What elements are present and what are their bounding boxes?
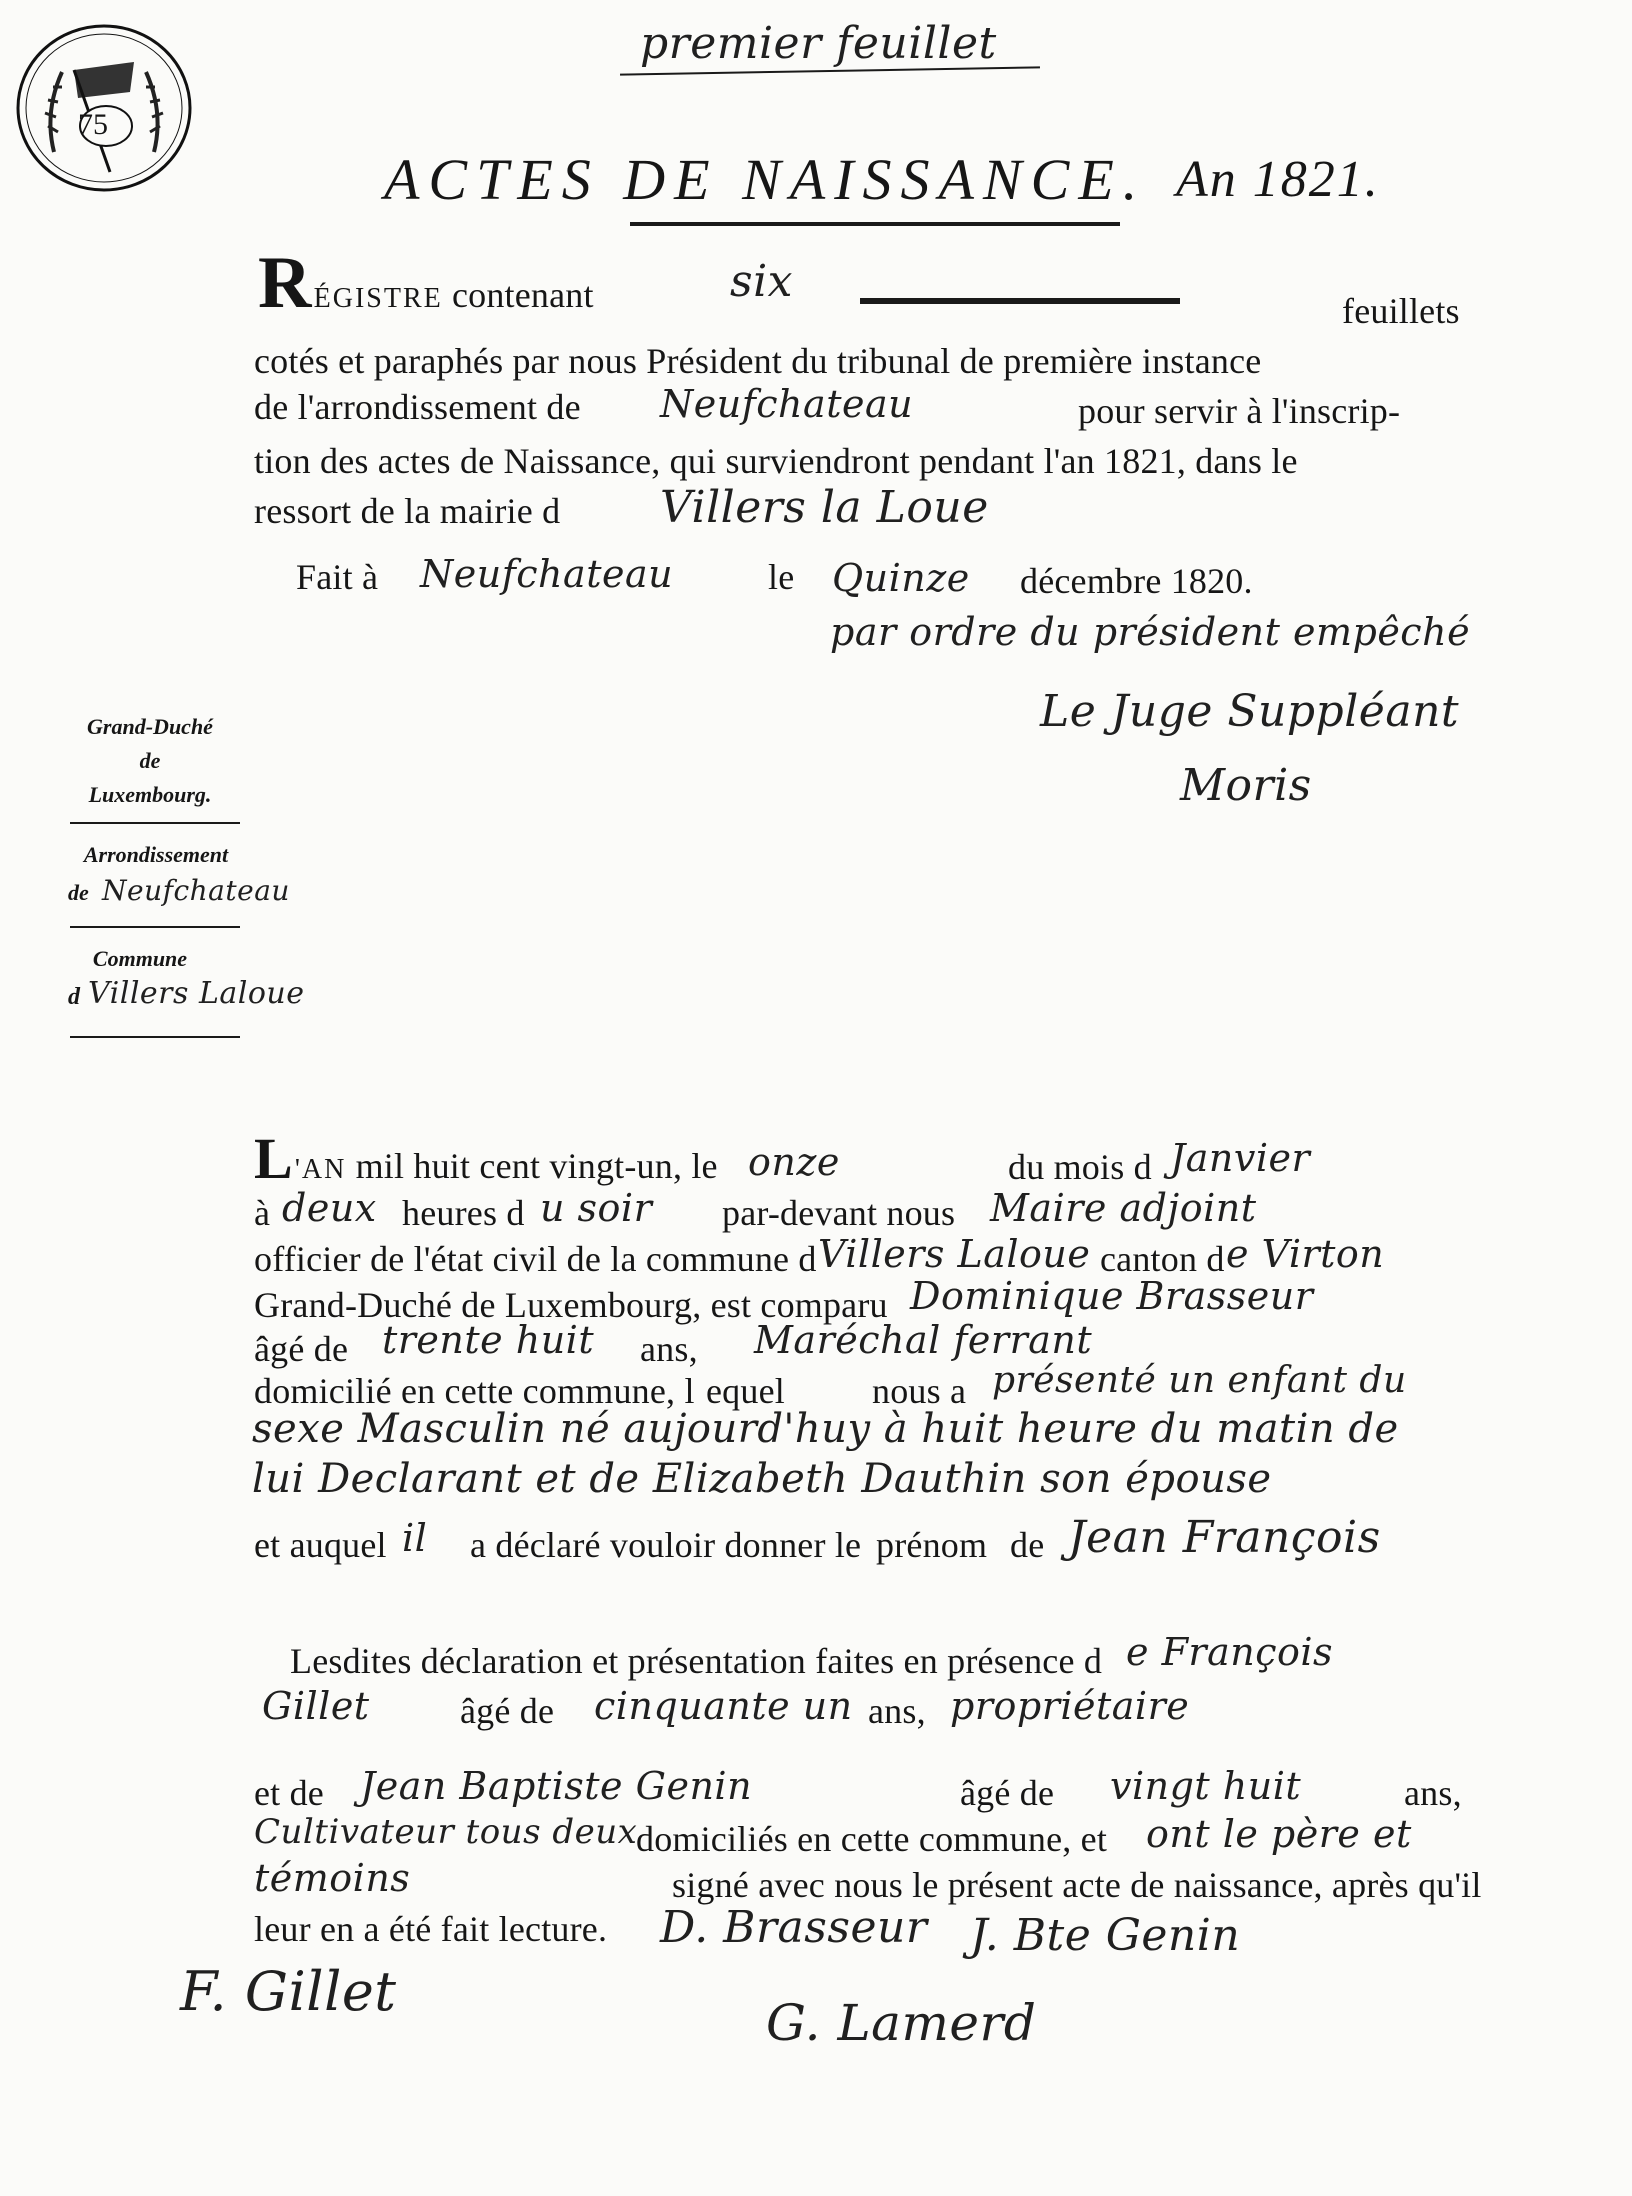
act-witness2: Jean Baptiste Genin: [360, 1764, 753, 1808]
act-lecture: leur en a été fait lecture.: [254, 1909, 608, 1949]
act-ont: ont le père et: [1146, 1812, 1412, 1856]
act-et-de: et de: [254, 1773, 324, 1813]
fait-a-label: Fait à: [296, 557, 379, 597]
act-witness1-ans: ans,: [868, 1691, 926, 1731]
margin-arrondissement-value: Neufchateau: [102, 874, 290, 907]
margin-grand-duche: Grand-Duché: [87, 714, 213, 739]
register-line-4: ressort de la mairie d: [254, 491, 561, 531]
act-ans: ans,: [640, 1329, 698, 1369]
signature-line-1: par ordre du président empêché: [830, 610, 1471, 654]
act-witness1-first: e François: [1126, 1630, 1334, 1674]
act-domicilies: domiciliés en cette commune, et: [636, 1819, 1108, 1859]
act-declarant: Dominique Brasseur: [910, 1274, 1314, 1318]
registre-initial: R: [258, 242, 312, 324]
act-witness2-age: vingt huit: [1110, 1764, 1302, 1808]
act-child-line-2: lui Declarant et de Elizabeth Dauthin son épouse: [252, 1456, 1272, 1502]
register-line-1: cotés et paraphés par nous Président du tribunal de première instance: [254, 341, 1262, 381]
act-lesdites: Lesdites déclaration et présentation faites en présence d: [290, 1641, 1103, 1681]
margin-rule-3: [70, 1036, 240, 1038]
stamp-seal: [14, 22, 194, 194]
act-period: u soir: [540, 1186, 653, 1230]
act-an-word: 'AN: [294, 1154, 347, 1185]
act-grand-duche: Grand-Duché de Luxembourg, est comparu: [254, 1285, 888, 1325]
act-signe: signé avec nous le présent acte de naissance, après qu'il: [672, 1865, 1482, 1905]
act-intro: mil huit cent vingt-un, le: [355, 1146, 718, 1186]
signature-officer: G. Lamerd: [766, 1994, 1037, 2052]
page-title: ACTES DE NAISSANCE.: [384, 147, 1147, 212]
act-witness2-job: Cultivateur tous deux: [254, 1812, 638, 1852]
margin-commune-label: Commune: [92, 946, 188, 971]
act-line-1: [254, 1126, 718, 1191]
commune-name: Villers la Loue: [660, 482, 989, 533]
fait-place: Neufchateau: [420, 552, 674, 596]
margin-commune-prefix: d: [68, 984, 80, 1010]
arrondissement-name: Neufchateau: [660, 382, 914, 426]
signature-witness1: F. Gillet: [180, 1960, 397, 2023]
act-de: de: [1010, 1525, 1045, 1565]
signature-line-3: Moris: [1180, 760, 1312, 811]
act-witness1-job: propriétaire: [950, 1684, 1190, 1728]
feuillets-label: feuillets: [1342, 291, 1460, 331]
act-il: il: [402, 1516, 428, 1560]
act-temoins: témoins: [254, 1856, 411, 1900]
registre-word: ÉGISTRE: [313, 283, 443, 314]
margin-arrondissement-prefix: de: [68, 880, 89, 905]
act-domicilie: domicilié en cette commune, l: [254, 1371, 695, 1411]
act-hour: deux: [282, 1186, 377, 1230]
title-rule: [630, 222, 1120, 226]
date-day: Quinze: [832, 556, 970, 600]
act-nous-a: nous a: [872, 1371, 967, 1411]
register-line-2a: de l'arrondissement de: [254, 387, 581, 427]
date-rest: décembre 1820.: [1020, 561, 1253, 601]
act-witness1-last: Gillet: [262, 1684, 370, 1728]
contenant-label: contenant: [451, 275, 594, 315]
act-par-devant: par-devant nous: [722, 1193, 956, 1233]
le-label: le: [768, 557, 795, 597]
act-auquel: et auquel: [254, 1525, 387, 1565]
top-handwritten-note: premier feuillet: [640, 18, 997, 69]
act-presented: présenté un enfant du: [992, 1360, 1407, 1401]
act-canton-name: e Virton: [1226, 1232, 1385, 1276]
act-prenom: prénom: [876, 1525, 988, 1565]
act-day: onze: [748, 1140, 840, 1184]
act-witness2-ans: ans,: [1404, 1773, 1462, 1813]
act-witness2-age-label: âgé de: [960, 1773, 1055, 1813]
act-lequel: equel: [706, 1371, 785, 1411]
margin-arrondissement-label: Arrondissement: [83, 842, 229, 867]
act-month: Janvier: [1170, 1136, 1311, 1180]
margin-de: de: [139, 748, 161, 773]
signature-witness2: J. Bte Genin: [970, 1910, 1241, 1961]
sheets-count: six: [730, 256, 793, 307]
act-a-declare: a déclaré vouloir donner le: [470, 1525, 862, 1565]
seal-value: 75: [78, 108, 108, 141]
year-label: An 1821.: [1176, 151, 1380, 208]
act-witness1-age-label: âgé de: [460, 1691, 555, 1731]
register-line-3: tion des actes de Naissance, qui surviendront pendant l'an 1821, dans le: [254, 441, 1298, 481]
signature-line-2: Le Juge Suppléant: [1040, 686, 1460, 737]
signature-declarant: D. Brasseur: [660, 1902, 928, 1953]
act-commune: Villers Laloue: [818, 1232, 1091, 1276]
register-heading: [258, 242, 594, 324]
act-du-mois: du mois d: [1008, 1147, 1152, 1187]
act-declarant-job: Maréchal ferrant: [754, 1318, 1093, 1362]
margin-rule-1: [70, 822, 240, 824]
sheets-dash: [860, 298, 1180, 304]
act-age-de: âgé de: [254, 1329, 349, 1369]
act-initial: L: [254, 1126, 293, 1191]
act-witness1-age: cinquante un: [594, 1684, 853, 1728]
register-line-2b: pour servir à l'inscrip-: [1078, 391, 1401, 431]
act-officer: Maire adjoint: [990, 1186, 1257, 1230]
act-heures: heures d: [402, 1193, 525, 1233]
act-canton: canton d: [1100, 1239, 1225, 1279]
act-child-line-1: sexe Masculin né aujourd'huy à huit heure du matin de: [252, 1406, 1399, 1452]
act-a: à: [254, 1193, 271, 1233]
margin-luxembourg: Luxembourg.: [88, 782, 212, 807]
act-officier: officier de l'état civil de la commune d: [254, 1239, 817, 1279]
margin-commune-value: Villers Laloue: [88, 976, 305, 1011]
act-declarant-age: trente huit: [382, 1318, 595, 1362]
margin-block-1: [60, 710, 240, 812]
margin-rule-2: [70, 926, 240, 928]
act-child-name: Jean François: [1068, 1512, 1381, 1563]
